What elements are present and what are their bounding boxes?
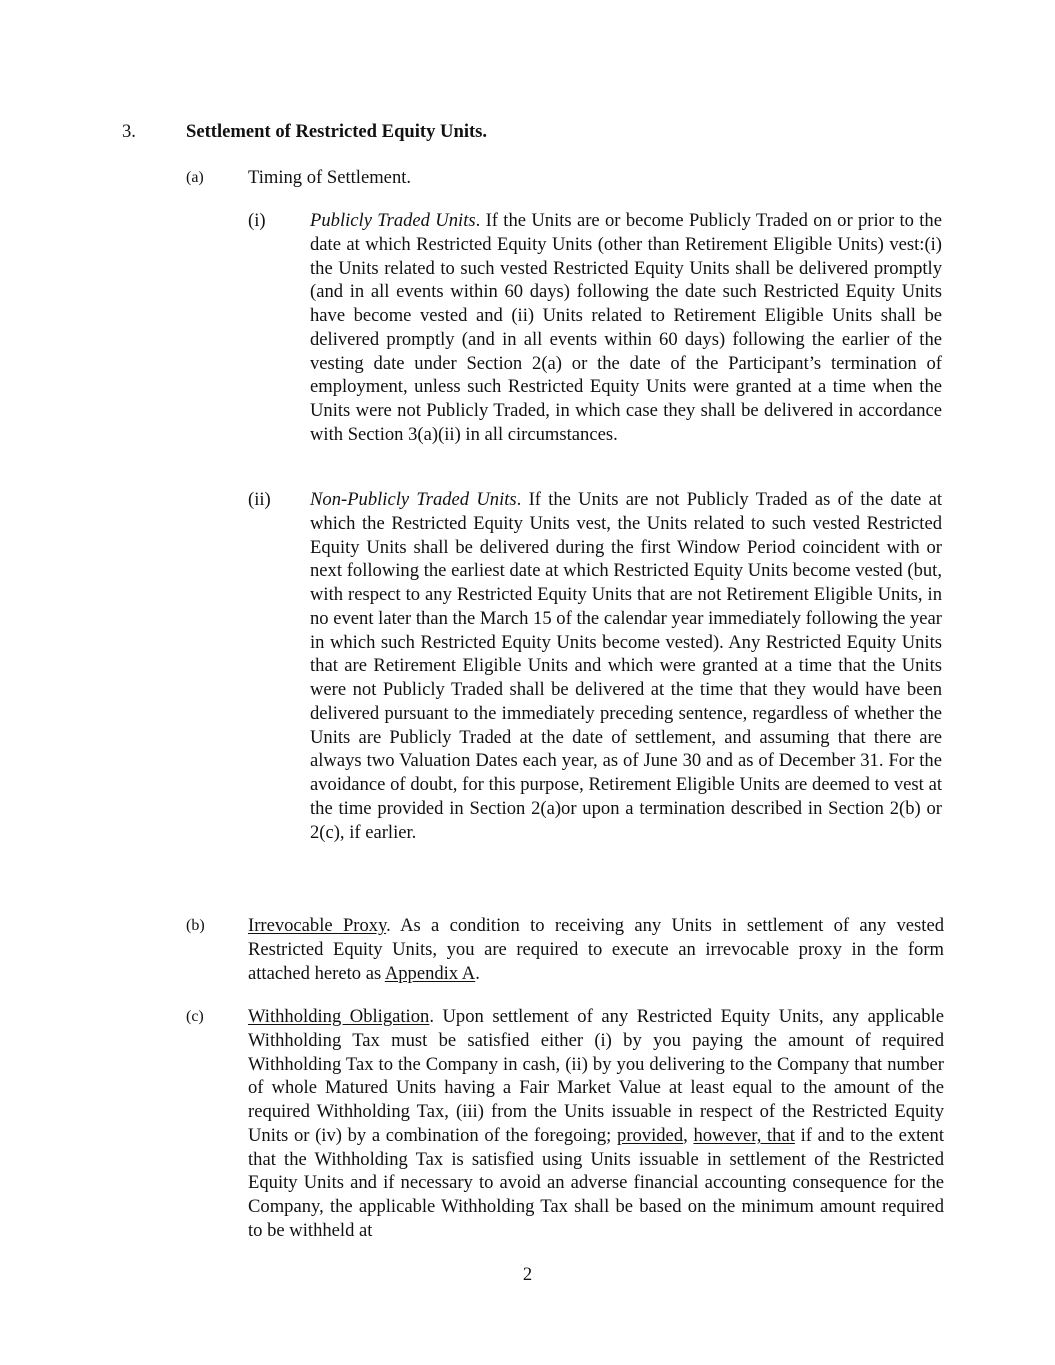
clause-a-i-label: (i) (248, 210, 266, 231)
section-number: 3. (122, 121, 136, 142)
however-term: however, that (693, 1124, 795, 1146)
appendix-a-reference: Appendix A (384, 962, 476, 984)
clause-b-text-2: . (475, 962, 480, 984)
clause-c-comma: , (683, 1124, 694, 1146)
clause-a-ii-label: (ii) (248, 489, 271, 510)
clause-b-heading: Irrevocable Proxy (248, 915, 387, 936)
clause-a-i-heading: Publicly Traded Units (310, 210, 476, 231)
clause-a-ii-paragraph (310, 488, 942, 844)
clause-a-i-text: . If the Units are or become Publicly Traded on or prior to the date at which Restricted Equity Units (other than Retirement Eligible Units) vest:(i) the Units related to such vested Restricted Equity Units shall be delivered promptly (and in all events within 60 days) following the date such Restricted Equity Units have become vested and (ii) Units related to Retirement Eligible Units shall be delivered promptly (and in all events within 60 days) following the earlier of the vesting date under Section 2(a) or the date of the Participant’s termination of employment, unless such Restricted Equity Units were granted at a time when the Units were not Publicly Traded, in which case they shall be delivered in accordance with Section 3(a)(ii) in all circumstances. (310, 210, 942, 445)
clause-a-i-paragraph (310, 209, 942, 447)
clause-b-paragraph (248, 914, 944, 985)
clause-c-label: (c) (186, 1008, 204, 1025)
clause-a-ii-heading: Non-Publicly Traded Units (310, 489, 517, 510)
provided-term: provided (617, 1124, 684, 1146)
clause-c-text-2: if and to the extent that the Withholding Tax is satisfied using Units issuable in settlement of the Restricted Equity Units and if necessary to avoid an adverse financial accounting consequence for the Company, the applicable Withholding Tax shall be based on the minimum amount required to be withheld at (248, 1124, 945, 1241)
clause-c-heading: Withholding Obligation (248, 1006, 430, 1027)
clause-b-text-1: . As a condition to receiving any Units in settlement of any vested Restricted Equity Units, you are required to execute an irrevocable proxy in the form attached hereto as (248, 915, 945, 984)
clause-a-heading: Timing of Settlement. (248, 167, 412, 188)
clause-c-text-1: . Upon settlement of any Restricted Equity Units, any applicable Withholding Tax must be satisfied either (i) by you paying the amount of required Withholding Tax to the Company in cash, (ii) by you delivering to the Company that number of whole Matured Units having a Fair Market Value at least equal to the amount of the required Withholding Tax, (iii) from the Units issuable in respect of the Restricted Equity Units or (iv) by a combination of the foregoing; (248, 1006, 944, 1146)
clause-b-label: (b) (186, 917, 205, 934)
clause-a-ii-text: . If the Units are not Publicly Traded as of the date at which the Restricted Equity Units vest, the Units related to such vested Restricted Equity Units shall be delivered during the first Window Period coincident with or next following the earliest date at which Restricted Equity Units become vested (but, with respect to any Restricted Equity Units that are not Retirement Eligible Units, in no event later than the March 15 of the calendar year immediately following the year in which such Restricted Equity Units become vested). Any Restricted Equity Units that are Retirement Eligible Units and which were granted at a time that the Units were not Publicly Traded shall be delivered at the time that they would have been delivered pursuant to the immediately preceding sentence, regardless of whether the Units are Publicly Traded at the date of settlement, and assuming that there are always two Valuation Dates each year, as of June 30 and as of December 31. For the avoidance of doubt, for this purpose, Retirement Eligible Units are deemed to vest at the time provided in Section 2(a)or upon a termination described in Section 2(b) or 2(c), if earlier. (310, 489, 942, 843)
clause-c-paragraph (248, 1005, 944, 1243)
page-number: 2 (522, 1264, 533, 1285)
clause-a-label: (a) (186, 169, 204, 186)
section-title: Settlement of Restricted Equity Units. (186, 121, 488, 142)
